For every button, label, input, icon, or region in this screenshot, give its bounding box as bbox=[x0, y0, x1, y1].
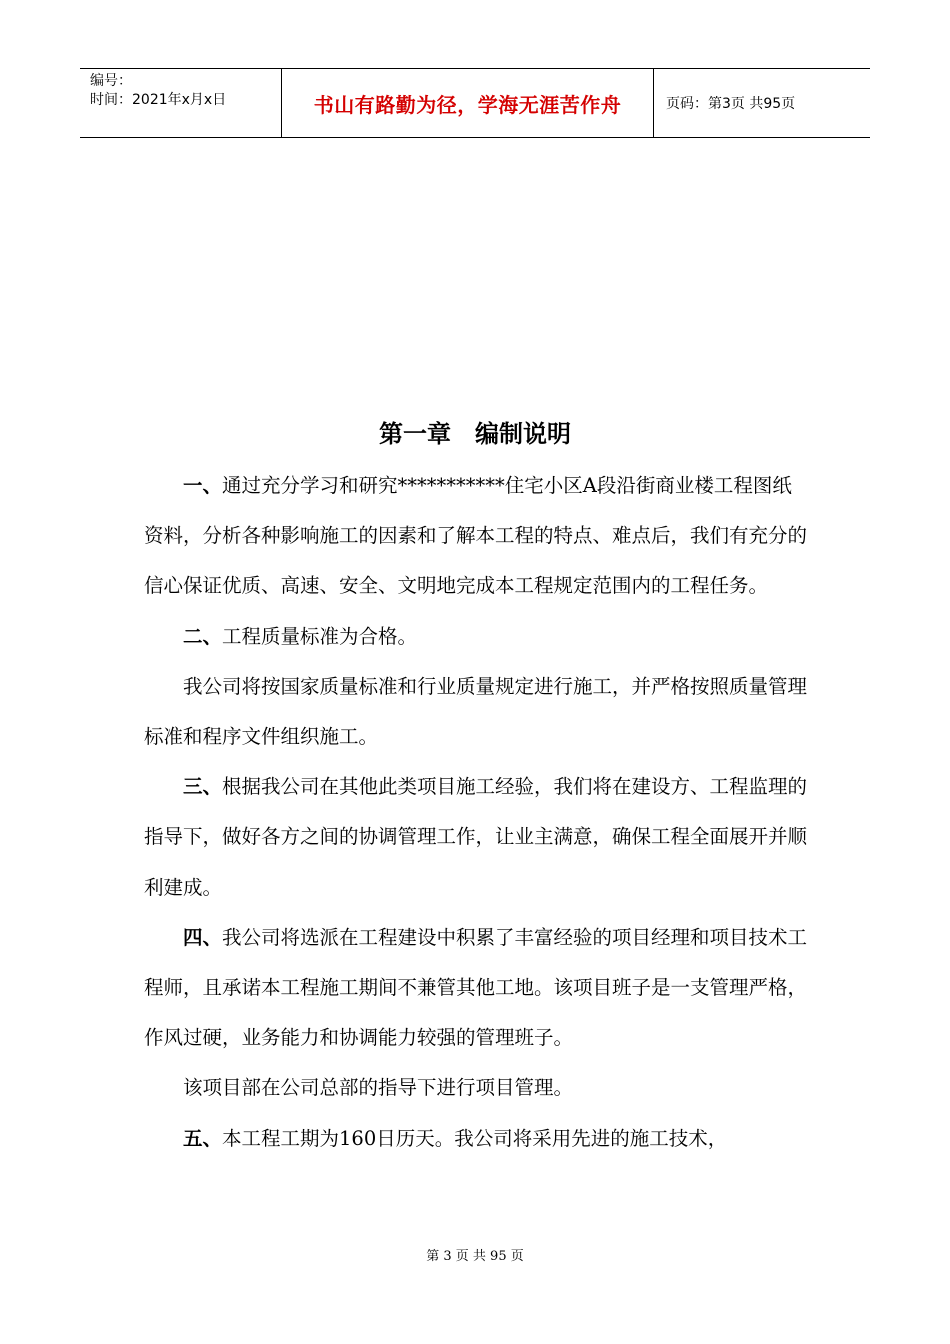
paragraph-1: 一、通过充分学习和研究***********住宅小区A段沿街商业楼工程图纸资料，分析各种影响施工的因素和了解本工程的特点、难点后，我们有充分的信心保证优质、高速、安全、文明地完成本工程规定范围内的工程任务。 bbox=[144, 474, 808, 598]
document-body bbox=[144, 461, 810, 1164]
header-meta bbox=[80, 69, 282, 137]
paragraph-7: 五、本工程工期为160日历天。我公司将采用先进的施工技术， bbox=[183, 1126, 728, 1150]
document-number: 编号： bbox=[90, 73, 132, 89]
paragraph-3: 我公司将按国家质量标准和行业质量规定进行施工，并严格按照质量管理标准和程序文件组织施工。 bbox=[144, 674, 808, 749]
page-header bbox=[80, 68, 870, 138]
paragraph-4: 三、根据我公司在其他此类项目施工经验，我们将在建设方、工程监理的指导下，做好各方之间的协调管理工作，让业主满意，确保工程全面展开并顺利建成。 bbox=[144, 775, 808, 899]
paragraph-2: 二、工程质量标准为合格。 bbox=[183, 624, 418, 648]
header-page-info: 页码：第3页 共95页 bbox=[666, 96, 796, 112]
chapter-title: 第一章 编制说明 bbox=[379, 420, 571, 448]
document-date: 时间：2021年x月x日 bbox=[90, 92, 227, 108]
paragraph-5: 四、我公司将选派在工程建设中积累了丰富经验的项目经理和项目技术工程师，且承诺本工程施工期间不兼管其他工地。该项目班子是一支管理严格，作风过硬，业务能力和协调能力较强的管理班子。 bbox=[144, 925, 808, 1050]
paragraph-6: 该项目部在公司总部的指导下进行项目管理。 bbox=[183, 1076, 574, 1100]
page-footer: 第 3 页 共 95 页 bbox=[426, 1249, 524, 1264]
header-motto: 书山有路勤为径，学海无涯苦作舟 bbox=[282, 69, 654, 137]
